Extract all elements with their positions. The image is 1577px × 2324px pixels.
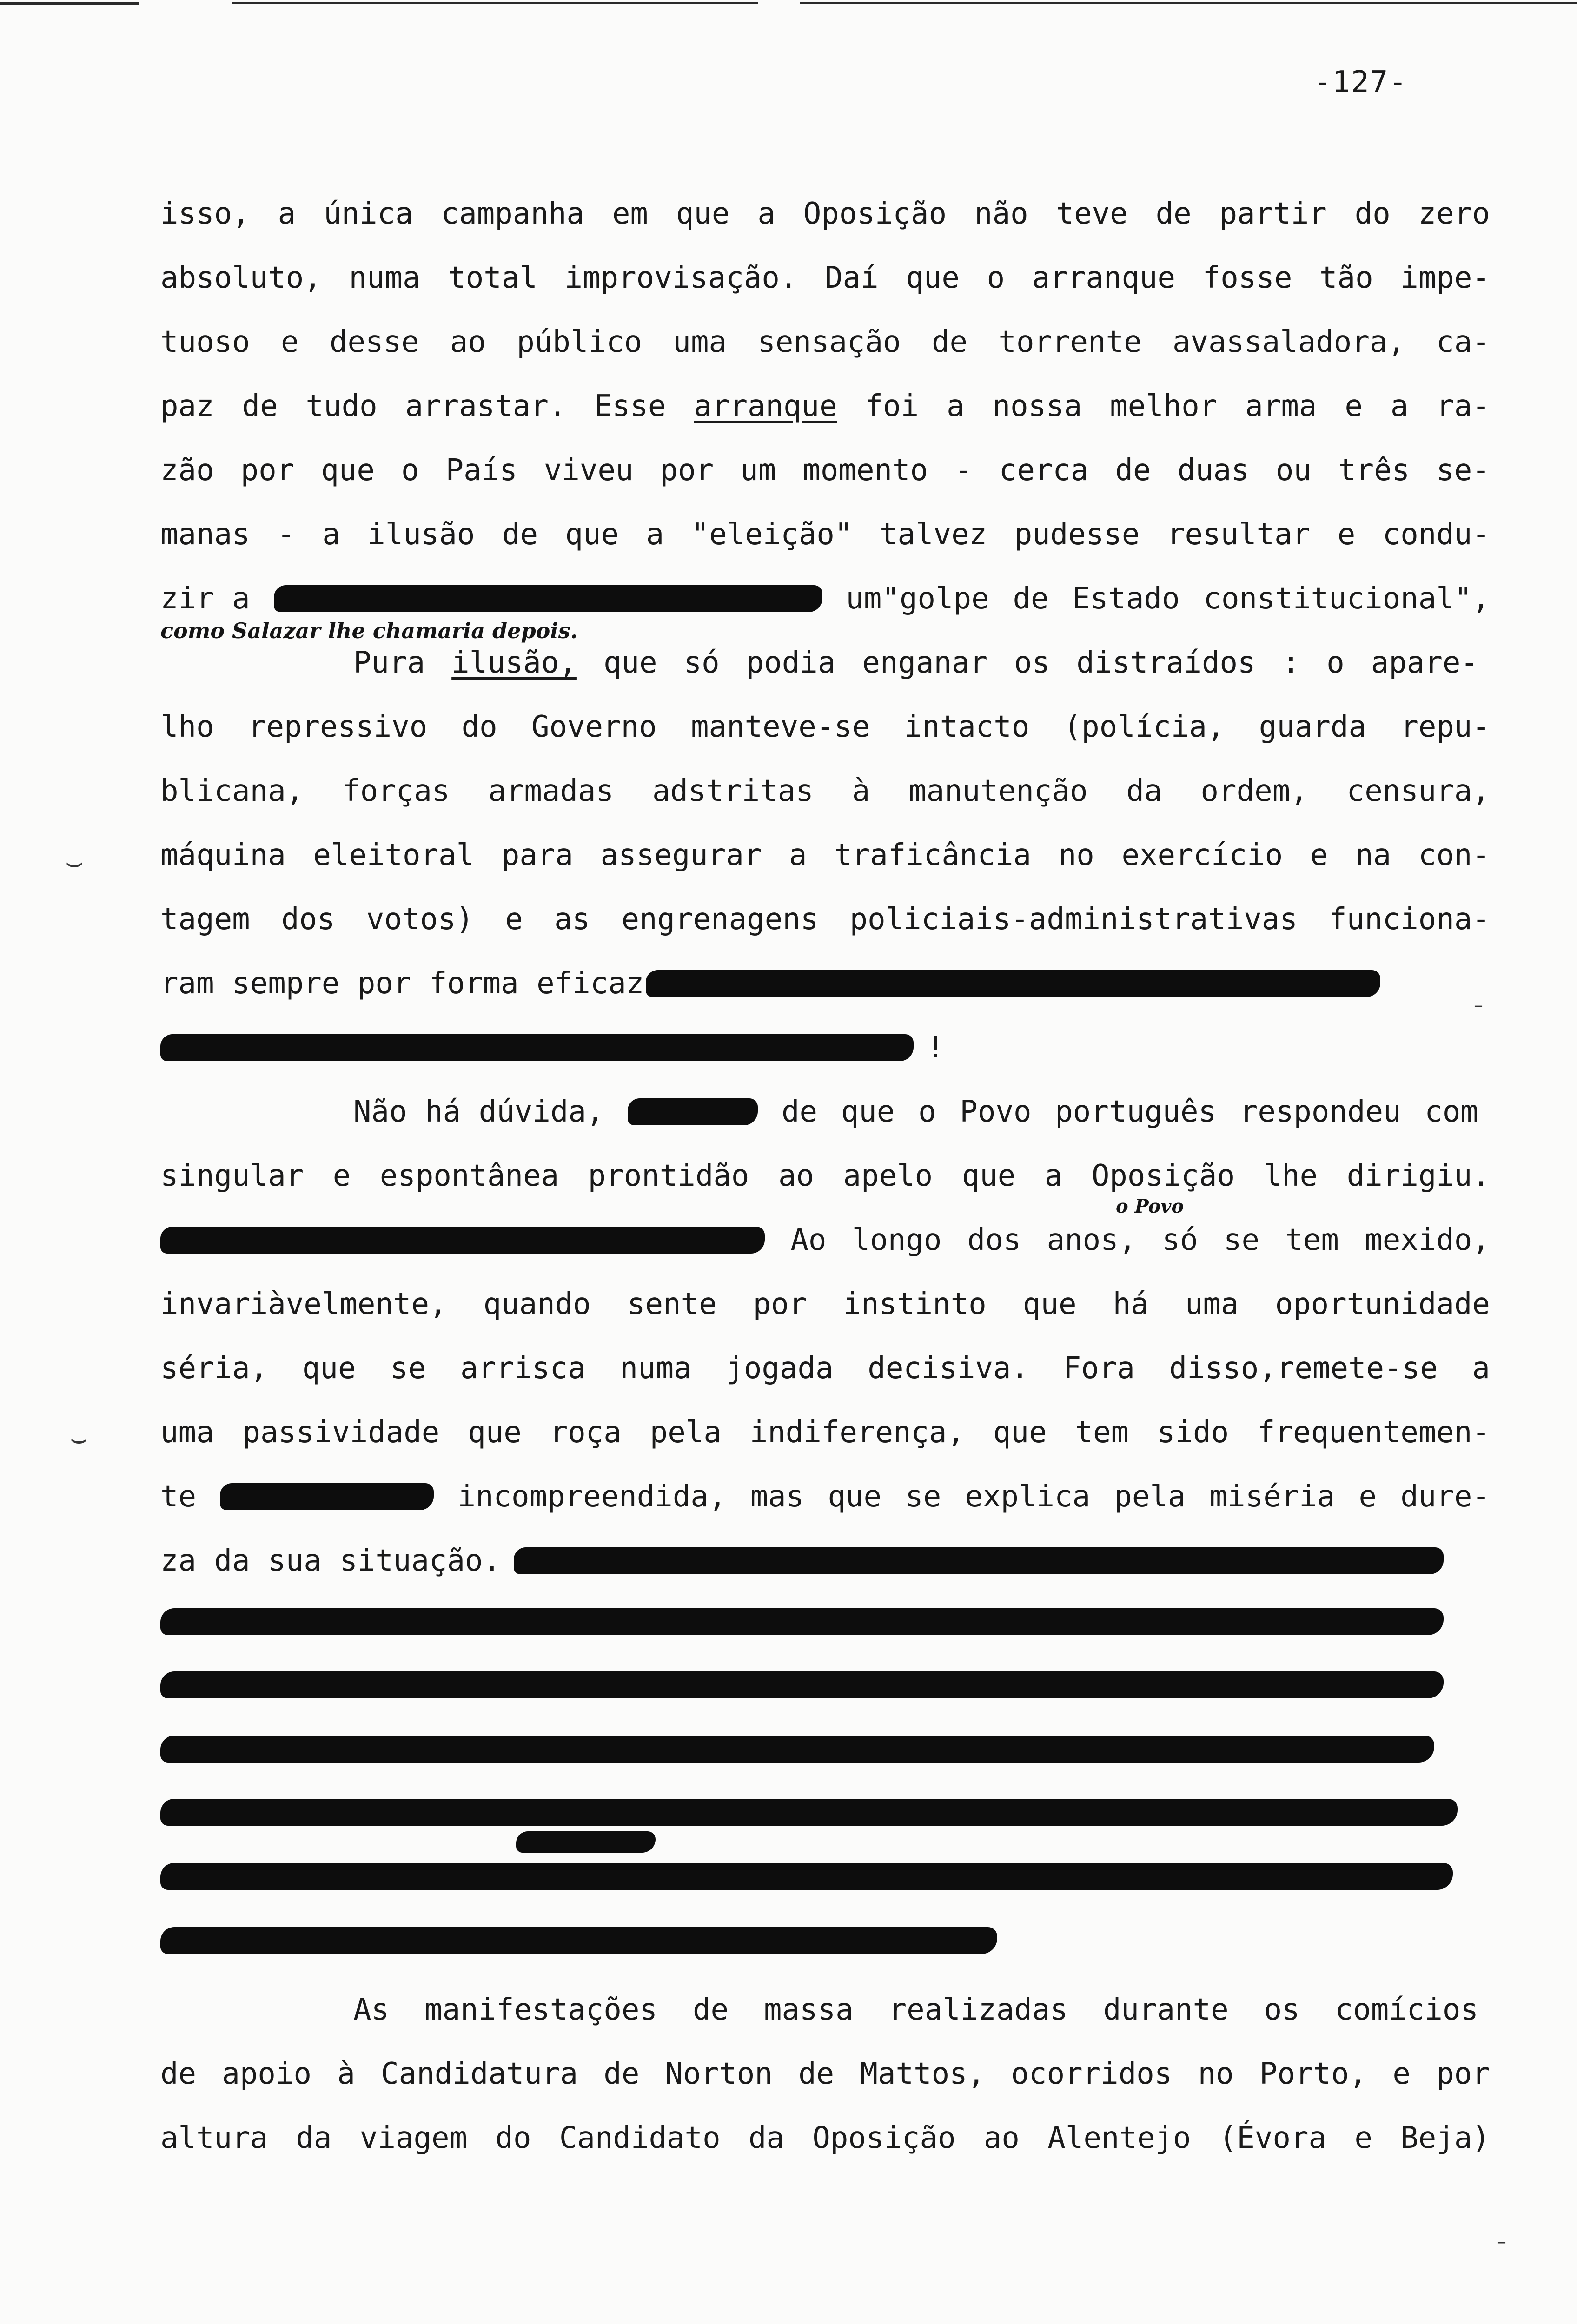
word: e xyxy=(505,902,523,937)
word: (polícia, xyxy=(1063,710,1225,744)
margin-dash-mark: – xyxy=(1497,2231,1506,2252)
word: numa xyxy=(620,1351,692,1386)
word: ! xyxy=(927,1030,945,1065)
word: que xyxy=(1022,1287,1077,1321)
margin-check-mark: ⌣ xyxy=(70,1422,88,1455)
word: prontidão xyxy=(588,1159,749,1193)
redaction-bar xyxy=(516,1831,656,1853)
redaction-bar xyxy=(628,1098,758,1125)
word: avassaladora, xyxy=(1173,325,1405,359)
word: enganar xyxy=(862,646,988,680)
word: Mattos, xyxy=(860,2057,986,2091)
word: jogada xyxy=(726,1351,834,1386)
word: Candidatura xyxy=(381,2057,578,2091)
word: condu- xyxy=(1382,517,1490,552)
word: do xyxy=(1354,197,1391,231)
text-line xyxy=(160,901,1490,938)
word: que xyxy=(565,517,619,552)
text-line xyxy=(160,1542,1490,1579)
word: no xyxy=(1058,838,1094,872)
top-border-rule-left xyxy=(0,2,139,5)
text-line xyxy=(160,772,1490,810)
word: massa xyxy=(763,1993,854,2027)
word: por xyxy=(1436,2057,1490,2091)
word: zir a xyxy=(160,581,250,616)
word: podia xyxy=(746,646,836,680)
word: uma xyxy=(673,325,727,359)
word: invariàvelmente, xyxy=(160,1287,447,1321)
word: repu- xyxy=(1400,710,1490,744)
word: impe- xyxy=(1400,261,1490,295)
word: que xyxy=(321,453,375,488)
word: tem xyxy=(1285,1223,1339,1257)
word: os xyxy=(1264,1993,1300,2027)
word: ao xyxy=(450,325,486,359)
word: frequentemen- xyxy=(1257,1415,1490,1450)
word: e xyxy=(1345,389,1363,423)
text-line xyxy=(160,388,1490,425)
word: arma xyxy=(1245,389,1317,423)
word: a xyxy=(757,197,775,231)
word: ra- xyxy=(1436,389,1490,423)
redaction-bar xyxy=(646,970,1380,997)
word: público xyxy=(517,325,643,359)
word: e xyxy=(281,325,299,359)
word: e xyxy=(1392,2057,1411,2091)
handwritten-insertion: como Salazar lhe chamaria depois. xyxy=(160,618,578,643)
word: censura, xyxy=(1346,774,1490,808)
word: os xyxy=(1014,646,1050,680)
word: a xyxy=(1390,389,1409,423)
word: de xyxy=(798,2057,835,2091)
redaction-bar xyxy=(160,1927,997,1954)
word: te xyxy=(160,1479,197,1514)
word: e xyxy=(1354,2121,1372,2155)
redaction-bar xyxy=(514,1547,1444,1574)
word: de xyxy=(160,2057,197,2091)
word: a xyxy=(1044,1159,1063,1193)
word: Daí xyxy=(825,261,879,295)
word: apoio xyxy=(222,2057,312,2091)
word: singular xyxy=(160,1159,304,1193)
word: duas xyxy=(1177,453,1249,488)
word: de xyxy=(781,1095,817,1129)
word: a xyxy=(278,197,296,231)
word: três xyxy=(1338,453,1410,488)
word: manas xyxy=(160,517,250,552)
word: total xyxy=(448,261,537,295)
text-line xyxy=(160,324,1490,361)
word: o xyxy=(1326,646,1345,680)
word: miséria xyxy=(1209,1479,1335,1514)
word: assegurar xyxy=(600,838,762,872)
word: Alentejo xyxy=(1047,2121,1191,2155)
word: isso, xyxy=(160,197,250,231)
word: que xyxy=(676,197,730,231)
word: Norton xyxy=(665,2057,773,2091)
word: traficância xyxy=(834,838,1032,872)
word: o xyxy=(918,1095,936,1129)
word: há xyxy=(1113,1287,1149,1321)
word: sente xyxy=(627,1287,717,1321)
word: repressivo xyxy=(248,710,428,744)
text-line xyxy=(160,1157,1490,1195)
word: País xyxy=(445,453,517,488)
word: partir xyxy=(1219,197,1327,231)
word: à xyxy=(852,774,870,808)
word: uma xyxy=(160,1415,214,1450)
word: tagem xyxy=(160,902,250,937)
word: disso,remete-se xyxy=(1169,1351,1438,1386)
word: campanha xyxy=(441,197,584,231)
word: forças xyxy=(342,774,450,808)
word: absoluto, xyxy=(160,261,322,295)
redaction-bar xyxy=(160,1608,1444,1635)
word: que xyxy=(603,646,657,680)
top-border-rule-right xyxy=(800,2,1577,4)
word: indiferença, xyxy=(749,1415,965,1450)
word: dirigiu. xyxy=(1346,1159,1490,1193)
word: Povo xyxy=(960,1095,1032,1129)
word: lho xyxy=(160,710,214,744)
word: se xyxy=(905,1479,941,1514)
redaction-bar xyxy=(160,1034,914,1061)
word: Candidato xyxy=(559,2121,721,2155)
text-line xyxy=(160,708,1490,746)
word: da xyxy=(1126,774,1162,808)
word: arrastar. xyxy=(405,389,567,423)
word: por xyxy=(240,453,295,488)
word: policiais-administrativas xyxy=(849,902,1298,937)
word: con- xyxy=(1418,838,1490,872)
text-line xyxy=(160,2119,1490,2157)
handwritten-insertion: o Povo xyxy=(1116,1195,1184,1217)
text-line xyxy=(160,1221,1490,1259)
word: de xyxy=(1115,453,1151,488)
text-line xyxy=(160,965,1490,1002)
word: a xyxy=(947,389,965,423)
redaction-bar xyxy=(160,1227,765,1254)
word: funciona- xyxy=(1329,902,1490,937)
margin-check-mark: ⌣ xyxy=(65,846,84,878)
word: a xyxy=(646,517,664,552)
word: intacto xyxy=(904,710,1030,744)
word: za da sua situação. xyxy=(160,1544,501,1578)
word: um"golpe xyxy=(846,581,989,616)
word: só xyxy=(683,646,720,680)
text-line xyxy=(160,580,1490,617)
word: Pura xyxy=(353,646,425,680)
word: viagem xyxy=(359,2121,468,2155)
word: de xyxy=(1013,581,1049,616)
word: momento xyxy=(802,453,928,488)
underlined-word: arranque xyxy=(694,389,837,423)
word: passividade xyxy=(242,1415,440,1450)
text-line xyxy=(160,1414,1490,1451)
word: séria, xyxy=(160,1351,268,1386)
text-line xyxy=(160,2055,1490,2093)
word: manifestações xyxy=(424,1993,657,2027)
word: comícios xyxy=(1335,1993,1478,2027)
word: máquina xyxy=(160,838,286,872)
word: pela xyxy=(649,1415,722,1450)
word: foi xyxy=(865,389,919,423)
word: decisiva. xyxy=(868,1351,1029,1386)
word: resultar xyxy=(1166,517,1311,552)
word: de xyxy=(502,517,538,552)
text-line xyxy=(160,1478,1490,1515)
top-border-rule-middle xyxy=(232,2,758,4)
word: por xyxy=(660,453,714,488)
page-number: -127- xyxy=(1313,65,1408,99)
word: de xyxy=(242,389,278,423)
word: tuoso xyxy=(160,325,250,359)
word: anos, xyxy=(1047,1223,1137,1257)
word: tão xyxy=(1319,261,1373,295)
text-line xyxy=(160,1350,1490,1387)
word: dure- xyxy=(1400,1479,1490,1514)
word: paz xyxy=(160,389,214,423)
word: manteve-se xyxy=(691,710,870,744)
word: que xyxy=(993,1415,1047,1450)
word: adstritas xyxy=(652,774,814,808)
word: ao xyxy=(778,1159,814,1193)
word: longo xyxy=(852,1223,942,1257)
word: Oposição xyxy=(803,197,947,231)
word: de xyxy=(931,325,968,359)
word: Ao xyxy=(790,1223,827,1257)
redaction-bar xyxy=(274,585,822,612)
word: nossa xyxy=(992,389,1082,423)
word: única xyxy=(324,197,413,231)
word: mas xyxy=(750,1479,804,1514)
word: o xyxy=(987,261,1005,295)
word: um xyxy=(740,453,776,488)
word: desse xyxy=(329,325,419,359)
text-line xyxy=(160,1029,1490,1066)
redaction-bar xyxy=(160,1671,1444,1698)
word: Oposição xyxy=(812,2121,956,2155)
word: de xyxy=(603,2057,640,2091)
word: lhe xyxy=(1264,1159,1318,1193)
word: português xyxy=(1055,1095,1217,1129)
word: e xyxy=(332,1159,351,1193)
word: ram sempre por forma eficaz xyxy=(160,966,644,1001)
word: sido xyxy=(1157,1415,1229,1450)
word: ilusão xyxy=(367,517,475,552)
word: Não há dúvida, xyxy=(353,1095,604,1129)
word: eleitoral xyxy=(313,838,475,872)
word: com xyxy=(1425,1095,1478,1129)
word: oportunidade xyxy=(1275,1287,1490,1321)
underlined-word: ilusão, xyxy=(451,646,577,680)
word: que xyxy=(906,261,960,295)
word: apelo xyxy=(843,1159,933,1193)
word: As xyxy=(353,1993,390,2027)
word: ocorridos xyxy=(1011,2057,1173,2091)
word: exercício xyxy=(1121,838,1283,872)
word: à xyxy=(337,2057,355,2091)
word: numa xyxy=(349,261,421,295)
margin-dash-mark: – xyxy=(1474,995,1483,1016)
redaction-bar xyxy=(220,1483,434,1510)
redaction-bar xyxy=(160,1736,1434,1763)
word: mexido, xyxy=(1365,1223,1490,1257)
word: melhor xyxy=(1110,389,1218,423)
text-line xyxy=(160,259,1490,297)
word: de xyxy=(692,1993,729,2027)
word: roça xyxy=(550,1415,622,1450)
word: o xyxy=(401,453,419,488)
word: zero xyxy=(1418,197,1490,231)
word: armadas xyxy=(488,774,614,808)
word: a xyxy=(789,838,807,872)
word: por xyxy=(753,1287,807,1321)
word: dos xyxy=(281,902,335,937)
text-line xyxy=(160,195,1490,232)
word: Estado xyxy=(1072,581,1180,616)
word: Esse xyxy=(594,389,666,423)
word: da xyxy=(296,2121,332,2155)
word: que xyxy=(961,1159,1016,1193)
word: e xyxy=(1358,1479,1377,1514)
word: explica xyxy=(965,1479,1091,1514)
word: pela xyxy=(1114,1479,1186,1514)
word: - xyxy=(277,517,295,552)
word: durante xyxy=(1103,1993,1229,2027)
word: constitucional", xyxy=(1203,581,1490,616)
word: respondeu xyxy=(1239,1095,1401,1129)
text-line xyxy=(160,452,1490,489)
word: realizadas xyxy=(888,1993,1068,2027)
word: ca- xyxy=(1436,325,1490,359)
word: para xyxy=(501,838,573,872)
word: tem xyxy=(1075,1415,1129,1450)
text-line xyxy=(160,516,1490,553)
word: fosse xyxy=(1202,261,1292,295)
text-line xyxy=(353,1991,1478,2028)
word: engrenagens xyxy=(621,902,819,937)
word: quando xyxy=(483,1287,591,1321)
word: viveu xyxy=(543,453,634,488)
word: da xyxy=(748,2121,784,2155)
word: arrisca xyxy=(460,1351,586,1386)
word: Beja) xyxy=(1400,2121,1490,2155)
word: talvez xyxy=(880,517,987,552)
word: guarda xyxy=(1259,710,1366,744)
word: tudo xyxy=(305,389,378,423)
word: ao xyxy=(983,2121,1020,2155)
word: a xyxy=(1472,1351,1490,1386)
word: e xyxy=(1310,838,1328,872)
word: que xyxy=(468,1415,522,1450)
redaction-bar xyxy=(160,1799,1458,1826)
word: a xyxy=(322,517,340,552)
word: se- xyxy=(1436,453,1490,488)
word: ordem, xyxy=(1200,774,1308,808)
word: "eleição" xyxy=(691,517,853,552)
word: altura xyxy=(160,2121,268,2155)
word: arranque xyxy=(1032,261,1176,295)
word: - xyxy=(954,453,973,488)
word: votos) xyxy=(366,902,474,937)
word: só xyxy=(1162,1223,1198,1257)
word: na xyxy=(1355,838,1391,872)
word: pudesse xyxy=(1014,517,1140,552)
word: Oposição xyxy=(1091,1159,1235,1193)
word: instinto xyxy=(843,1287,987,1321)
word: do xyxy=(495,2121,531,2155)
word: teve xyxy=(1056,197,1128,231)
text-line xyxy=(160,837,1490,874)
word: que xyxy=(841,1095,895,1129)
word: de xyxy=(1155,197,1192,231)
word: : xyxy=(1282,646,1300,680)
word: torrente xyxy=(998,325,1142,359)
word: se xyxy=(1223,1223,1259,1257)
word: apare- xyxy=(1371,646,1478,680)
word: dos xyxy=(967,1223,1021,1257)
word: (Évora xyxy=(1219,2121,1327,2155)
word: que xyxy=(828,1479,881,1514)
word: Fora xyxy=(1063,1351,1135,1386)
text-line xyxy=(353,644,1478,681)
word: no xyxy=(1198,2057,1234,2091)
text-line xyxy=(160,1286,1490,1323)
word: não xyxy=(974,197,1028,231)
word: improvisação. xyxy=(564,261,798,295)
word: incompreendida, xyxy=(457,1479,727,1514)
word: que xyxy=(302,1351,356,1386)
word: ou xyxy=(1275,453,1312,488)
word: Governo xyxy=(531,710,657,744)
word: distraídos xyxy=(1076,646,1256,680)
word: sensação xyxy=(757,325,901,359)
word: cerca xyxy=(999,453,1089,488)
text-line xyxy=(353,1093,1478,1130)
word: espontânea xyxy=(379,1159,559,1193)
word: uma xyxy=(1185,1287,1239,1321)
word: se xyxy=(390,1351,426,1386)
redaction-bar xyxy=(160,1863,1453,1890)
word: as xyxy=(554,902,590,937)
word: do xyxy=(461,710,497,744)
word: Porto, xyxy=(1259,2057,1367,2091)
word: blicana, xyxy=(160,774,304,808)
word: zão xyxy=(160,453,214,488)
word: e xyxy=(1337,517,1356,552)
word: em xyxy=(612,197,648,231)
word: manutenção xyxy=(908,774,1088,808)
